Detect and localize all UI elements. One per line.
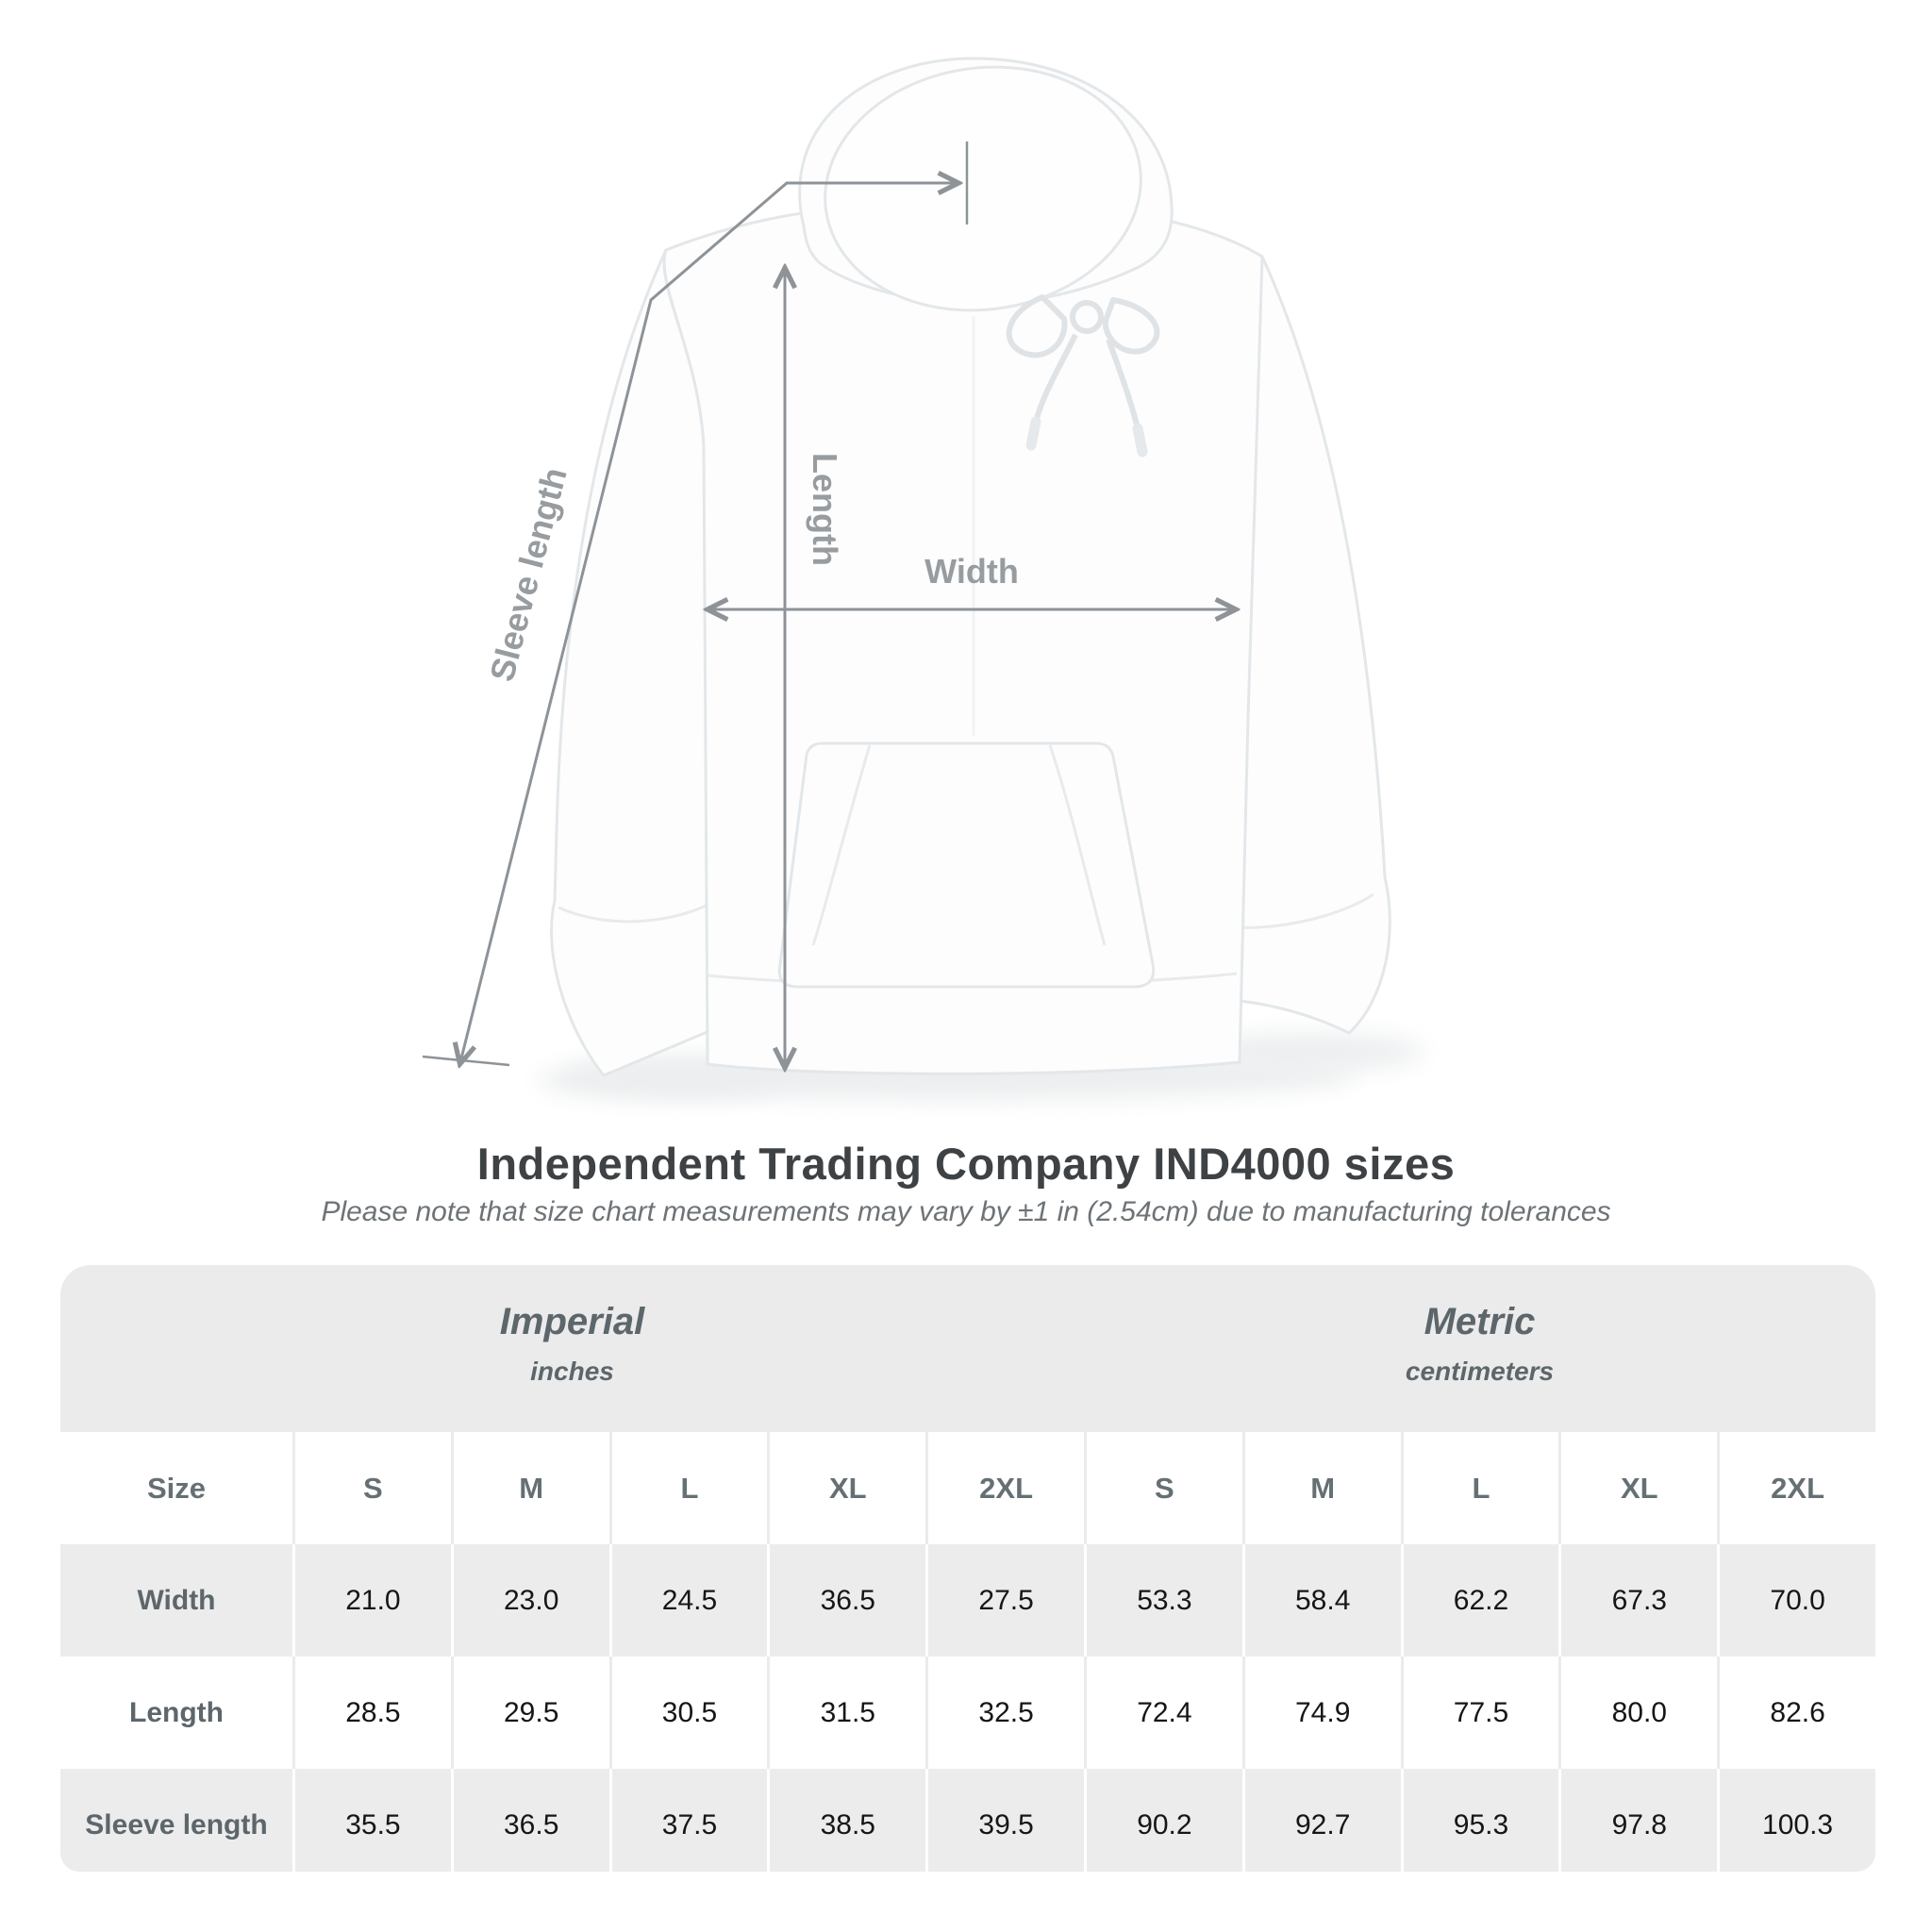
page-title: Independent Trading Company IND4000 sizes (476, 1139, 1456, 1189)
table-row-length (60, 1657, 1875, 1769)
size-col-imperial-2xl: 2XL (925, 1432, 1084, 1544)
table-cell: 77.5 (1401, 1657, 1559, 1769)
table-row-sleeve-length (60, 1769, 1875, 1872)
table-cell: 92.7 (1242, 1769, 1401, 1872)
size-table-container (60, 1265, 1875, 1872)
table-cell: 39.5 (925, 1769, 1084, 1872)
table-cell: 72.4 (1084, 1657, 1242, 1769)
metric-group-unit: centimeters (1405, 1357, 1555, 1386)
size-col-imperial-m: M (451, 1432, 609, 1544)
table-cell: 30.5 (609, 1657, 768, 1769)
size-header-label: Size (60, 1432, 292, 1544)
table-cell: 80.0 (1558, 1657, 1717, 1769)
length-label: Length (806, 453, 844, 566)
table-cell: 32.5 (925, 1657, 1084, 1769)
size-header-row (60, 1432, 1875, 1544)
table-cell: 67.3 (1558, 1544, 1717, 1657)
imperial-group-title: Imperial (499, 1301, 645, 1342)
page-subtitle: Please note that size chart measurements may vary by ±1 in (2.54cm) due to manufacturing tolerances (321, 1196, 1611, 1227)
row-label-width: Width (60, 1544, 292, 1657)
table-cell: 90.2 (1084, 1769, 1242, 1872)
table-cell: 70.0 (1717, 1544, 1875, 1657)
table-cell: 27.5 (925, 1544, 1084, 1657)
table-cell: 24.5 (609, 1544, 768, 1657)
table-cell: 35.5 (292, 1769, 451, 1872)
size-col-imperial-xl: XL (767, 1432, 925, 1544)
size-col-imperial-s: S (292, 1432, 451, 1544)
imperial-group-unit: inches (530, 1357, 614, 1386)
table-cell: 37.5 (609, 1769, 768, 1872)
row-label-sleeve-length: Sleeve length (60, 1769, 292, 1872)
row-label-length: Length (129, 1696, 224, 1728)
size-table (60, 1265, 1875, 1872)
table-cell: 53.3 (1084, 1544, 1242, 1657)
table-cell: 36.5 (767, 1544, 925, 1657)
table-cell: 38.5 (767, 1769, 925, 1872)
sleeve-length-label: Sleeve length (481, 463, 575, 686)
table-row-width (60, 1544, 1875, 1657)
cuff-end-tick (423, 1057, 509, 1065)
table-cell: 82.6 (1717, 1657, 1875, 1769)
size-col-metric-2xl: 2XL (1717, 1432, 1875, 1544)
table-cell: 100.3 (1717, 1769, 1875, 1872)
table-cell: 28.5 (292, 1657, 451, 1769)
table-cell: 74.9 (1242, 1657, 1401, 1769)
table-cell: 36.5 (451, 1769, 609, 1872)
table-cell: 23.0 (451, 1544, 609, 1657)
table-cell: 95.3 (1401, 1769, 1559, 1872)
table-cell: 29.5 (451, 1657, 609, 1769)
size-col-metric-l: L (1401, 1432, 1559, 1544)
unit-group-row (60, 1265, 1875, 1432)
metric-group-header (1084, 1265, 1875, 1432)
table-cell: 58.4 (1242, 1544, 1401, 1657)
width-label: Width (924, 552, 1019, 591)
metric-group-title: Metric (1424, 1301, 1536, 1342)
size-col-metric-m: M (1242, 1432, 1401, 1544)
size-col-imperial-l: L (609, 1432, 768, 1544)
table-cell: 31.5 (767, 1657, 925, 1769)
table-cell: 21.0 (292, 1544, 451, 1657)
imperial-group-header (60, 1265, 1084, 1432)
size-col-metric-s: S (1084, 1432, 1242, 1544)
table-cell: 62.2 (1401, 1544, 1559, 1657)
table-cell: 97.8 (1558, 1769, 1717, 1872)
size-col-metric-xl: XL (1558, 1432, 1717, 1544)
